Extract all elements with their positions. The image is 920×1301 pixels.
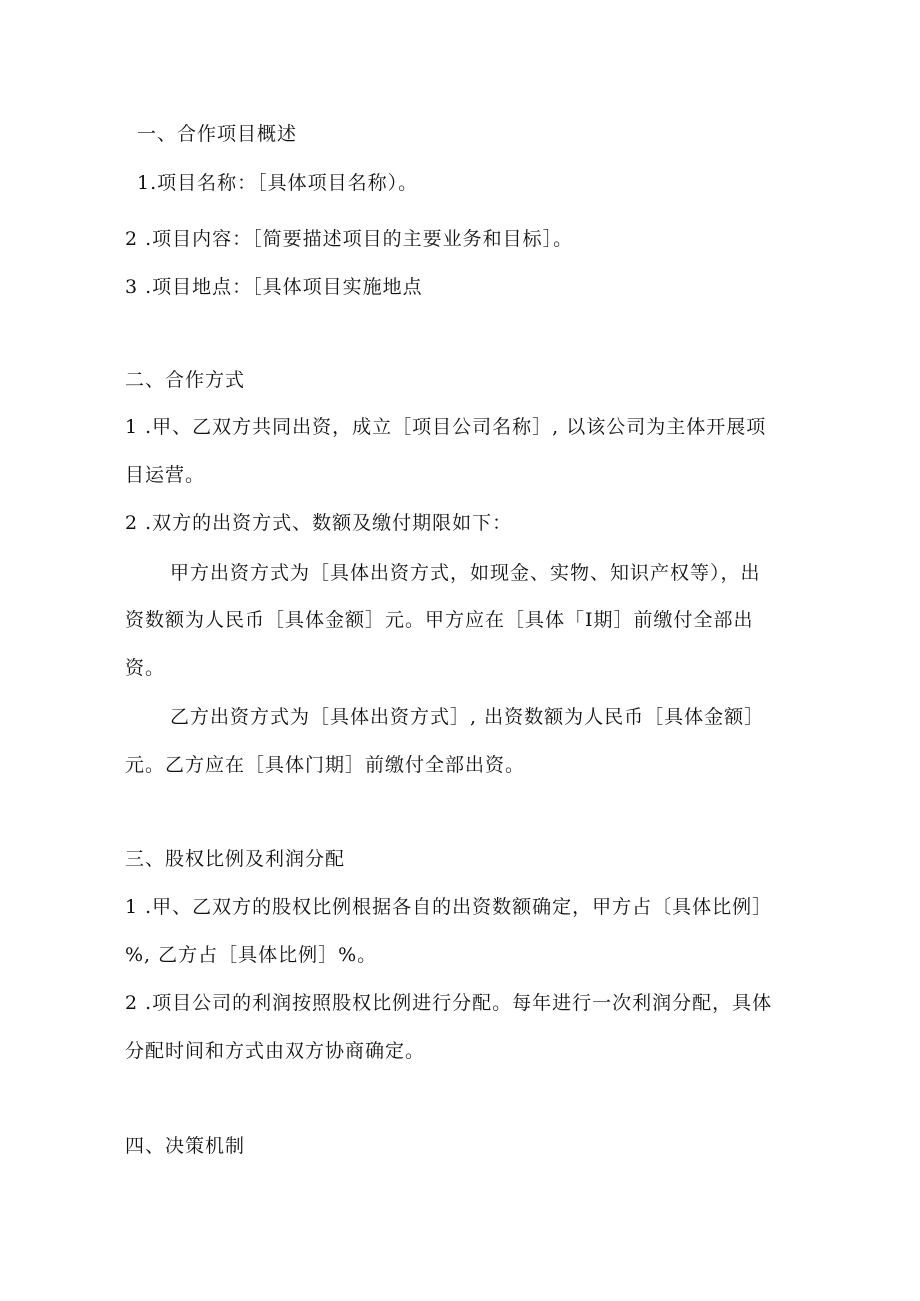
- equity-item-1-line-1: 1 .甲、乙双方的股权比例根据各自的出资数额确定，甲方占〔具体比例］: [125, 896, 773, 918]
- section-heading-equity: 三、股权比例及利润分配: [125, 848, 346, 870]
- equity-item-2-line-1: 2 .项目公司的利润按照股权比例进行分配。每年进行一次利润分配，具体: [125, 992, 773, 1014]
- section-heading-cooperation: 二、合作方式: [125, 369, 246, 391]
- section-heading-overview: 一、合作项目概述: [137, 123, 298, 145]
- project-name-item: 1.项目名称：［具体项目名称）。: [137, 172, 419, 194]
- project-content-item: 2 .项目内容：［简要描述项目的主要业务和目标］。: [125, 228, 574, 250]
- party-b-paragraph-line-2: 元。乙方应在［具体门期］前缴付全部出资。: [125, 754, 526, 776]
- equity-item-1-line-2: %, 乙方占［具体比例］%。: [125, 944, 378, 966]
- cooperation-item-1-line-1: 1 .甲、乙双方共同出资，成立［项目公司名称］, 以该公司为主体开展项: [125, 416, 767, 438]
- project-location-item: 3 .项目地点：［具体项目实施地点: [125, 276, 423, 298]
- cooperation-item-1-line-2: 目运营。: [125, 464, 206, 486]
- cooperation-item-2: 2 .双方的出资方式、数额及缴付期限如下：: [125, 512, 513, 534]
- section-heading-decision: 四、决策机制: [125, 1135, 246, 1157]
- equity-item-2-line-2: 分配时间和方式由双方协商确定。: [125, 1040, 426, 1062]
- party-a-paragraph-line-2: 资数额为人民币［具体金额］元。甲方应在［具体「I期］前缴付全部出: [125, 609, 754, 631]
- party-a-paragraph-line-3: 资。: [125, 657, 166, 679]
- party-a-paragraph-line-1: 甲方出资方式为［具体出资方式，如现金、实物、知识产权等），出: [170, 562, 761, 584]
- party-b-paragraph-line-1: 乙方出资方式为［具体出资方式］, 出资数额为人民币［具体金额］: [170, 706, 765, 728]
